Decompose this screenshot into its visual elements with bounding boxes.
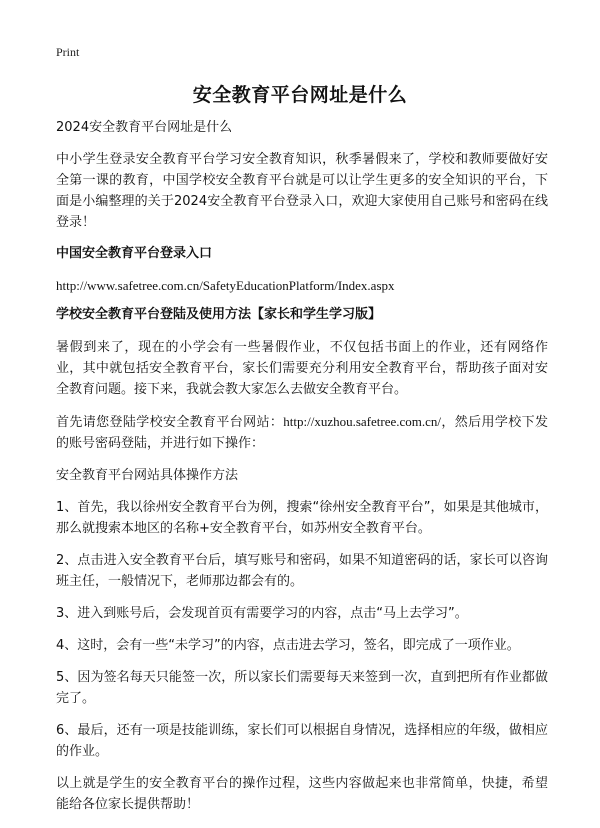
usage-intro-paragraph: 暑假到来了，现在的小学会有一些暑假作业，不仅包括书面上的作业，还有网络作业，其中就包括安全教育平台，家长们需要充分利用安全教育平台，帮助孩子面对安全教育问题。接下来，我就会教大家怎么去做安全教育平台。 bbox=[56, 340, 548, 397]
step-5: 5、因为签名每天只能签一次，所以家长们需要每天来签到一次，直到把所有作业都做完了。 bbox=[56, 670, 548, 706]
intro-paragraph: 中小学生登录安全教育平台学习安全教育知识，秋季暑假来了，学校和教师要做好安全第一课的教育，中国学校安全教育平台就是可以让学生更多的安全知识的平台，下面是小编整理的关于2024安全教育平台登录入口，欢迎大家使用自己账号和密码在线登录！ bbox=[56, 152, 548, 230]
article-body bbox=[56, 118, 548, 826]
step-6: 6、最后，还有一项是技能训练，家长们可以根据自身情况，选择相应的年级，做相应的作业。 bbox=[56, 723, 548, 759]
step-2: 2、点击进入安全教育平台后，填写账号和密码，如果不知道密码的话，家长可以咨询班主任，一般情况下，老师那边都会有的。 bbox=[56, 553, 548, 589]
step-4: 4、这时，会有一些“未学习”的内容，点击进去学习，签名，即完成了一项作业。 bbox=[56, 638, 520, 653]
print-label[interactable]: Print bbox=[56, 45, 80, 59]
conclusion-paragraph: 以上就是学生的安全教育平台的操作过程，这些内容做起来也非常简单，快捷，希望能给各位家长提供帮助！ bbox=[56, 776, 548, 812]
login-instruction-paragraph bbox=[56, 411, 548, 454]
steps-heading: 安全教育平台网站具体操作方法 bbox=[56, 468, 239, 483]
article-subtitle: 2024安全教育平台网址是什么 bbox=[56, 120, 233, 135]
login-text-after: ，然后用学校下发的账号密码登陆，并进行如下操作： bbox=[56, 415, 548, 451]
step-3: 3、进入到账号后，会发现首页有需要学习的内容，点击“马上去学习”。 bbox=[56, 606, 468, 621]
login-text-before: 首先请您登陆学校安全教育平台网站： bbox=[56, 415, 284, 430]
page-title: 安全教育平台网址是什么 bbox=[192, 84, 408, 106]
platform-url[interactable]: http://www.safetree.com.cn/SafetyEducationPlatform/Index.aspx bbox=[56, 278, 395, 293]
step-1: 1、首先，我以徐州安全教育平台为例，搜索“徐州安全教育平台”，如果是其他城市，那么就搜索本地区的名称+安全教育平台，如苏州安全教育平台。 bbox=[56, 500, 548, 536]
section-heading-usage-guide: 学校安全教育平台登陆及使用方法【家长和学生学习版】 bbox=[56, 307, 382, 322]
login-url[interactable]: http://xuzhou.safetree.com.cn/ bbox=[283, 414, 442, 429]
section-heading-login-entry: 中国安全教育平台登录入口 bbox=[56, 246, 213, 261]
